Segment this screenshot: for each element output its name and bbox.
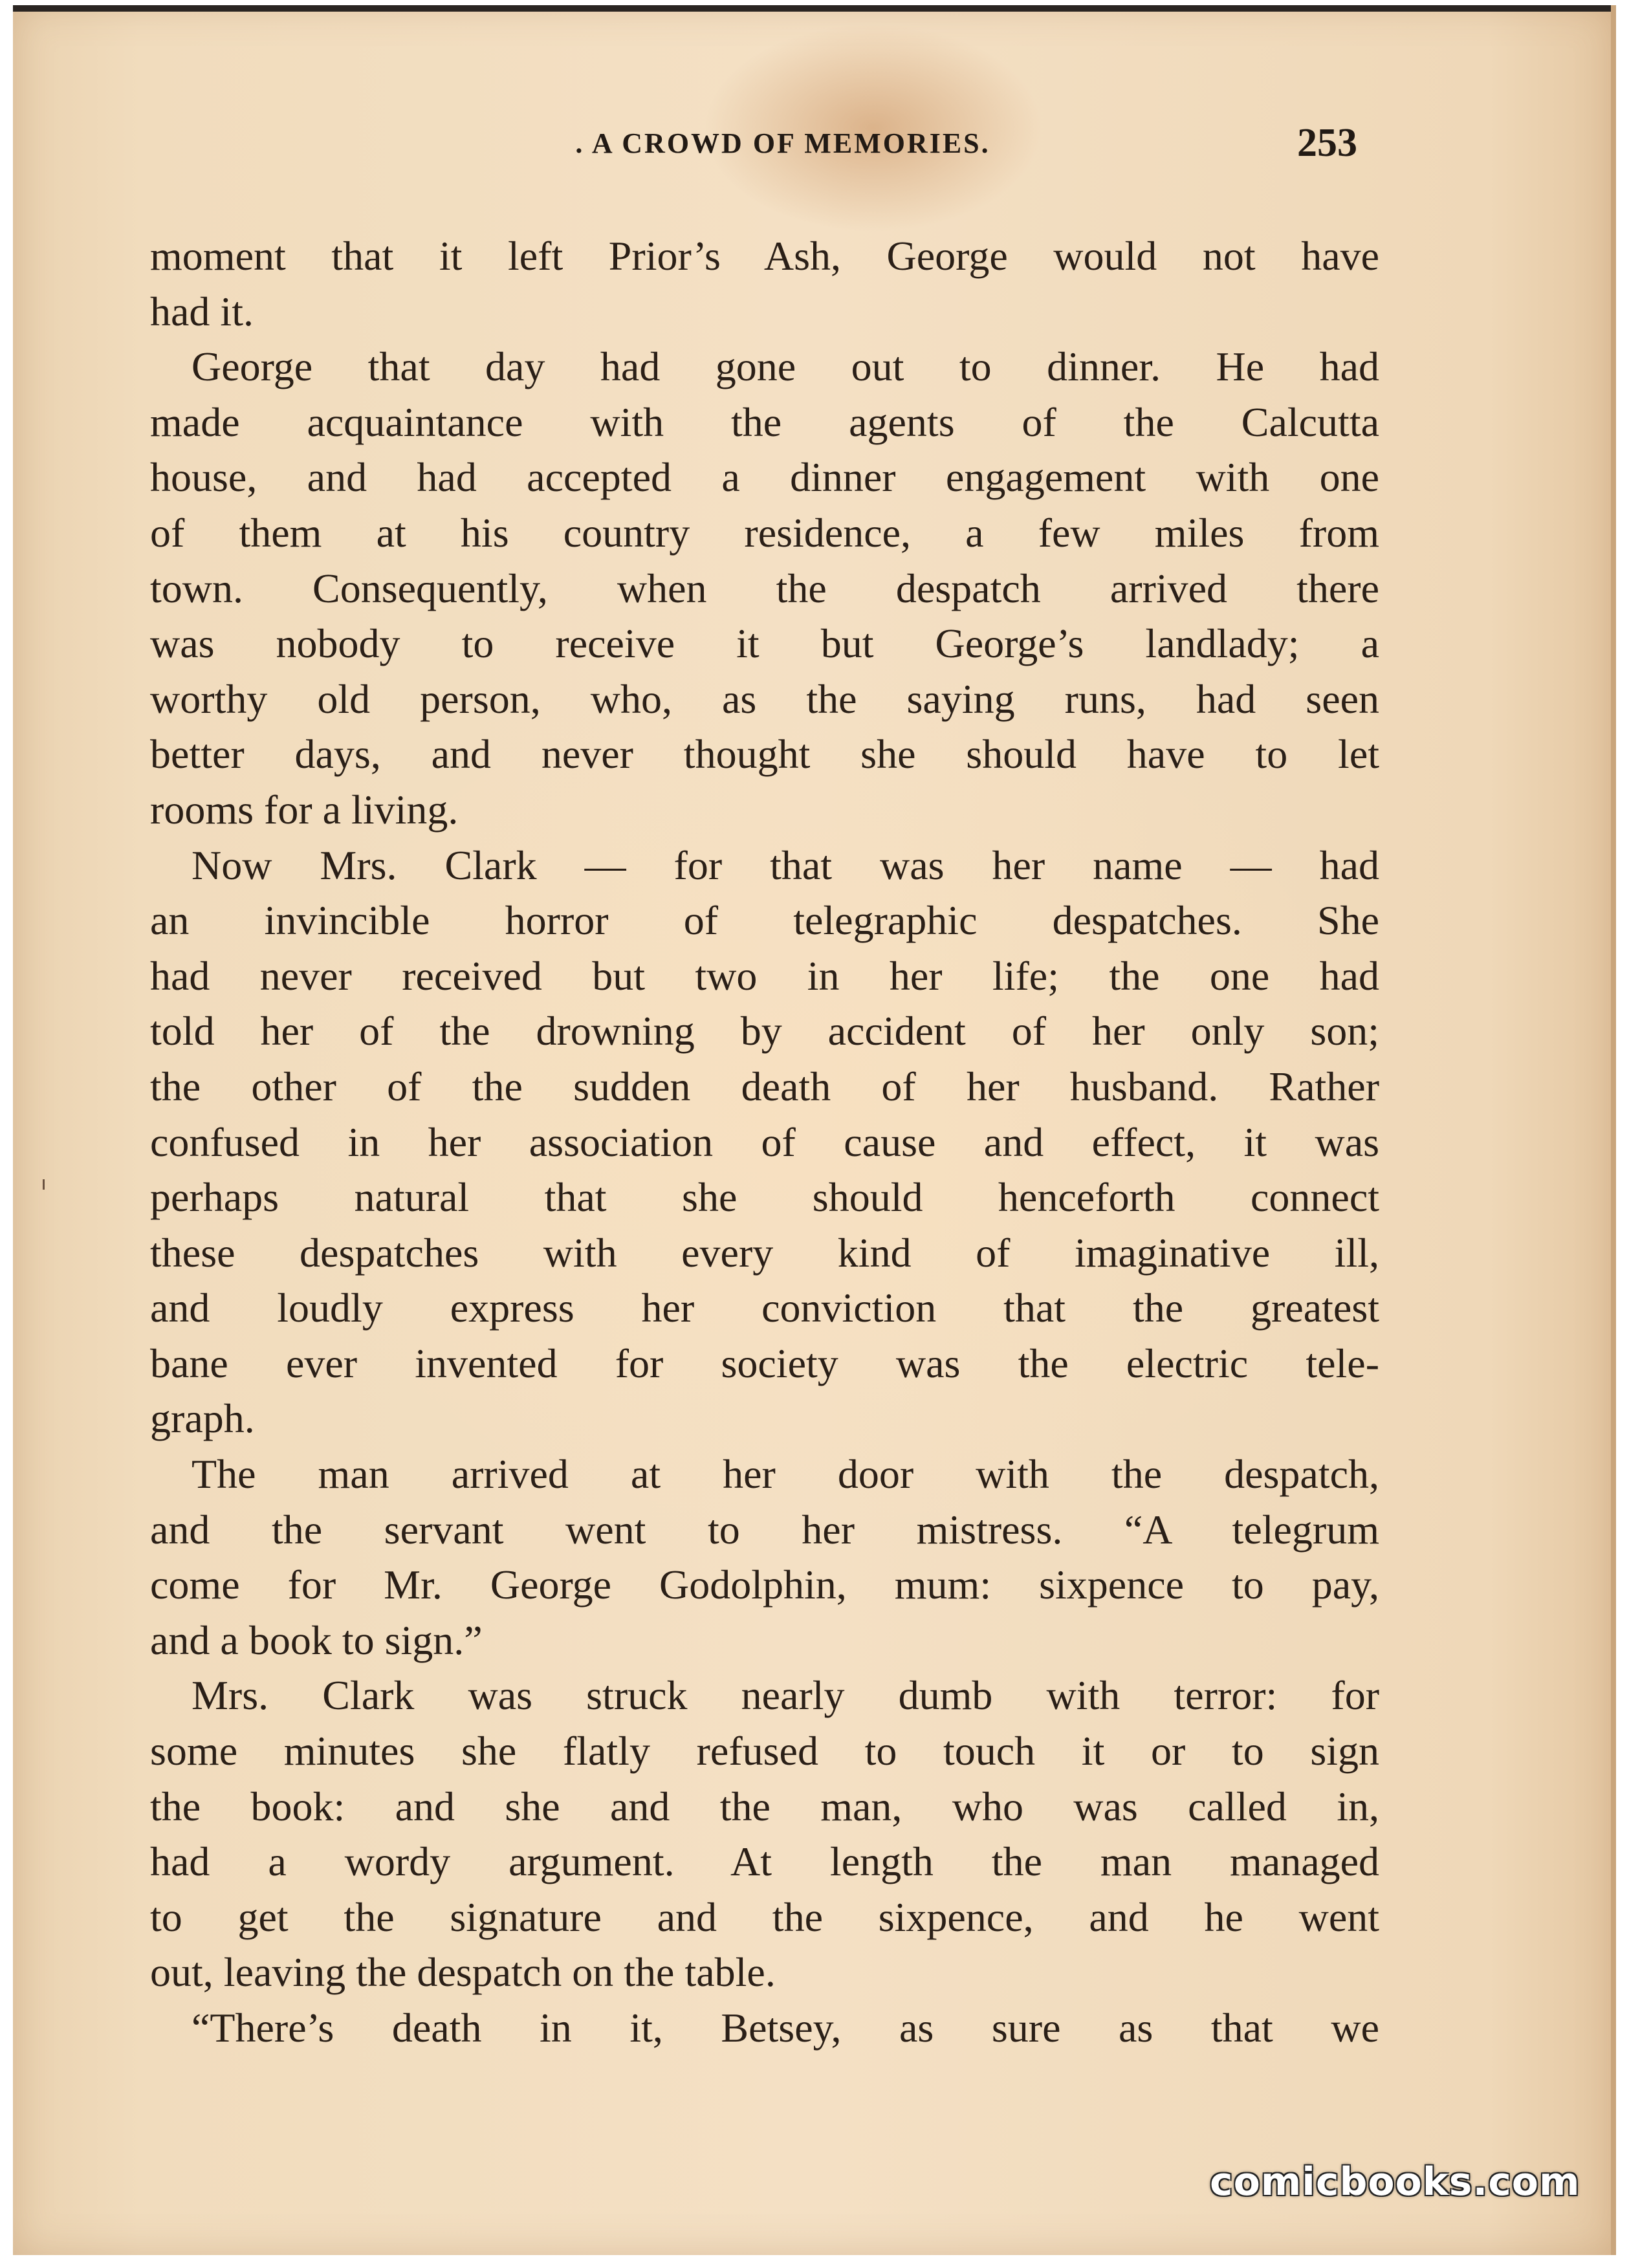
running-title: . A CROWD OF MEMORIES. bbox=[575, 127, 990, 159]
text-line: perhaps natural that she should henceforth connect bbox=[150, 1174, 1379, 1221]
text-line: house, and had accepted a dinner engagement with one bbox=[150, 454, 1379, 501]
text-line: and loudly express her conviction that the greatest bbox=[150, 1285, 1379, 1331]
text-line: the book: and she and the man, who was called in, bbox=[150, 1783, 1379, 1829]
text-line: bane ever invented for society was the electric tele- bbox=[150, 1340, 1379, 1386]
text-line: to get the signature and the sixpence, and he went bbox=[150, 1893, 1379, 1940]
text-line: Now Mrs. Clark — for that was her name — had bbox=[191, 842, 1379, 888]
text-line: The man arrived at her door with the despatch, bbox=[191, 1451, 1379, 1498]
text-line: confused in her association of cause and effect, it was bbox=[150, 1118, 1379, 1165]
text-line: told her of the drowning by accident of her only son; bbox=[150, 1008, 1379, 1054]
text-line: come for Mr. George Godolphin, mum: sixpence to pay, bbox=[150, 1562, 1379, 1608]
text-line: better days, and never thought she should have to let bbox=[150, 731, 1379, 778]
text-line: graph. bbox=[150, 1395, 255, 1442]
text-line: was nobody to receive it but George’s landlady; a bbox=[150, 620, 1379, 667]
text-line: Mrs. Clark was struck nearly dumb with terror: for bbox=[191, 1672, 1379, 1719]
page-right-edge bbox=[1611, 5, 1616, 2255]
page-mark bbox=[43, 1179, 45, 1190]
text-line: out, leaving the despatch on the table. bbox=[150, 1949, 776, 1996]
text-line: worthy old person, who, as the saying runs, had seen bbox=[150, 675, 1379, 722]
text-line: had a wordy argument. At length the man managed bbox=[150, 1838, 1379, 1885]
text-line: moment that it left Prior’s Ash, George would not have bbox=[150, 233, 1379, 279]
text-line: town. Consequently, when the despatch arrived there bbox=[150, 565, 1379, 611]
text-line: some minutes she flatly refused to touch it or to sign bbox=[150, 1728, 1379, 1774]
book-page bbox=[13, 5, 1616, 2255]
text-line: an invincible horror of telegraphic despatches. She bbox=[150, 897, 1379, 944]
text-line: “There’s death in it, Betsey, as sure as that we bbox=[191, 2005, 1379, 2051]
text-line: rooms for a living. bbox=[150, 786, 459, 833]
text-line: made acquaintance with the agents of the Calcutta bbox=[150, 398, 1379, 445]
text-line: had it. bbox=[150, 288, 254, 334]
text-line: and a book to sign.” bbox=[150, 1617, 483, 1663]
site-watermark: comicbooks.com bbox=[1210, 2159, 1580, 2205]
text-line: George that day had gone out to dinner. He had bbox=[191, 343, 1379, 390]
text-line: of them at his country residence, a few miles from bbox=[150, 509, 1379, 556]
text-line: had never received but two in her life; the one had bbox=[150, 952, 1379, 999]
text-line: these despatches with every kind of imaginative ill, bbox=[150, 1229, 1379, 1276]
text-line: the other of the sudden death of her husband. Rather bbox=[150, 1063, 1379, 1109]
text-line: and the servant went to her mistress. “A telegrum bbox=[150, 1506, 1379, 1553]
body-text bbox=[150, 228, 1379, 2056]
page-top-edge bbox=[13, 5, 1616, 12]
page-number: 253 bbox=[1297, 121, 1357, 165]
